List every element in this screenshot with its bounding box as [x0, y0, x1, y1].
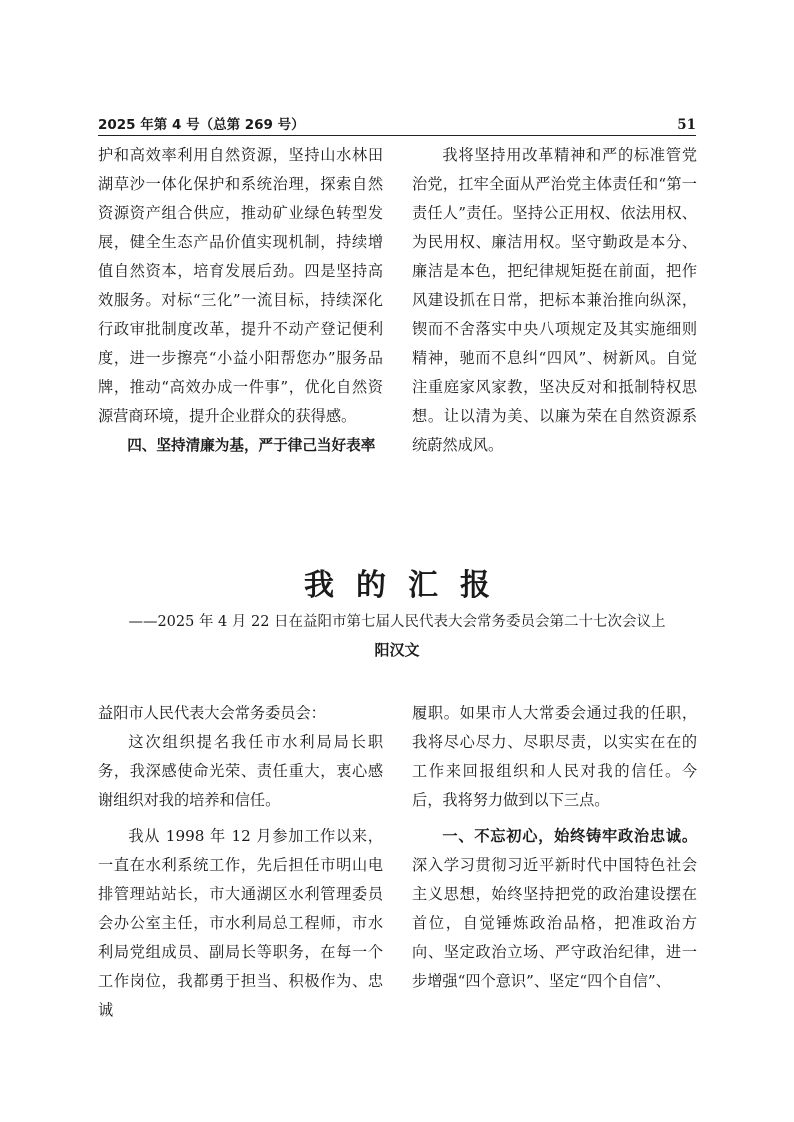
continued-paragraph: 护和高效率利用自然资源，坚持山水林田湖草沙一体化保护和系统治理，探索自然资源资产组合供应，推动矿业绿色转型发展，健全生态产品价值实现机制，持续增值自然资本，培育发展后劲。四是坚持高效服务。对标“三化”一流目标，持续深化行政审批制度改革，提升不动产登记便利度，进一步擦亮“小益小阳帮您办”服务品牌，推动“高效办成一件事”，优化自然资源营商环境，提升企业群众的获得感。 [98, 146, 383, 425]
point-1-heading: 一、不忘初心，始终铸牢政治忠诚。 [442, 827, 697, 845]
bottom-right-column [412, 699, 697, 996]
article-subtitle: ——2025 年 4 月 22 日在益阳市第七届人民代表大会常务委员会第二十七次会议上 [128, 614, 666, 630]
page-number: 51 [677, 117, 696, 133]
top-left-column [98, 141, 383, 460]
point-1-text: 深入学习贯彻习近平新时代中国特色社会主义思想，始终坚持把党的政治建设摆在首位，自觉锤炼政治品格，把准政治方向、坚定政治立场、严守政治纪律，进一步增强“四个意识”、坚定“四个自信”、 [412, 856, 697, 990]
paragraph-1: 这次组织提名我任市水利局局长职务，我深感使命光荣、责任重大，衷心感谢组织对我的培养和信任。 [98, 733, 383, 809]
issue-label: 2025 年第 4 号（总第 269 号） [98, 117, 305, 133]
top-right-column [412, 141, 697, 460]
page-header [98, 116, 696, 136]
article-title: 我的汇报 [304, 568, 512, 603]
integrity-paragraph: 我将坚持用改革精神和严的标准管党治党，扛牢全面从严治党主体责任和“第一责任人”责任。坚持公正用权、依法用权、为民用权、廉洁用权。坚守勤政是本分、廉洁是本色，把纪律规矩挺在前面，把作风建设抓在日常，把标本兼治推向纵深，锲而不舍落实中央八项规定及其实施细则精神，驰而不息纠“四风”、树新风。自觉注重庭家风家教，坚决反对和抵制特权思想。让以清为美、以廉为荣在自然资源系统蔚然成风。 [412, 146, 697, 454]
paragraph-2: 我从 1998 年 12 月参加工作以来，一直在水利系统工作，先后担任市明山电排管理站站长，市大通湖区水利管理委员会办公室主任，市水利局总工程师，市水利局党组成员、副局长等职务，在每一个工作岗位，我都勇于担当、积极作为、忠诚 [98, 827, 383, 1019]
paragraph-2-continued: 履职。如果市人大常委会通过我的任职，我将尽心尽力、尽职尽责，以实实在在的工作来回报组织和人民对我的信任。今后，我将努力做到以下三点。 [412, 704, 697, 809]
bottom-left-column [98, 699, 383, 1025]
point-1-paragraph [412, 822, 697, 996]
salutation: 益阳市人民代表大会常务委员会： [98, 704, 326, 722]
section-heading: 四、坚持清廉为基，严于律己当好表率 [127, 437, 376, 454]
article-author: 阳汉文 [374, 641, 420, 659]
